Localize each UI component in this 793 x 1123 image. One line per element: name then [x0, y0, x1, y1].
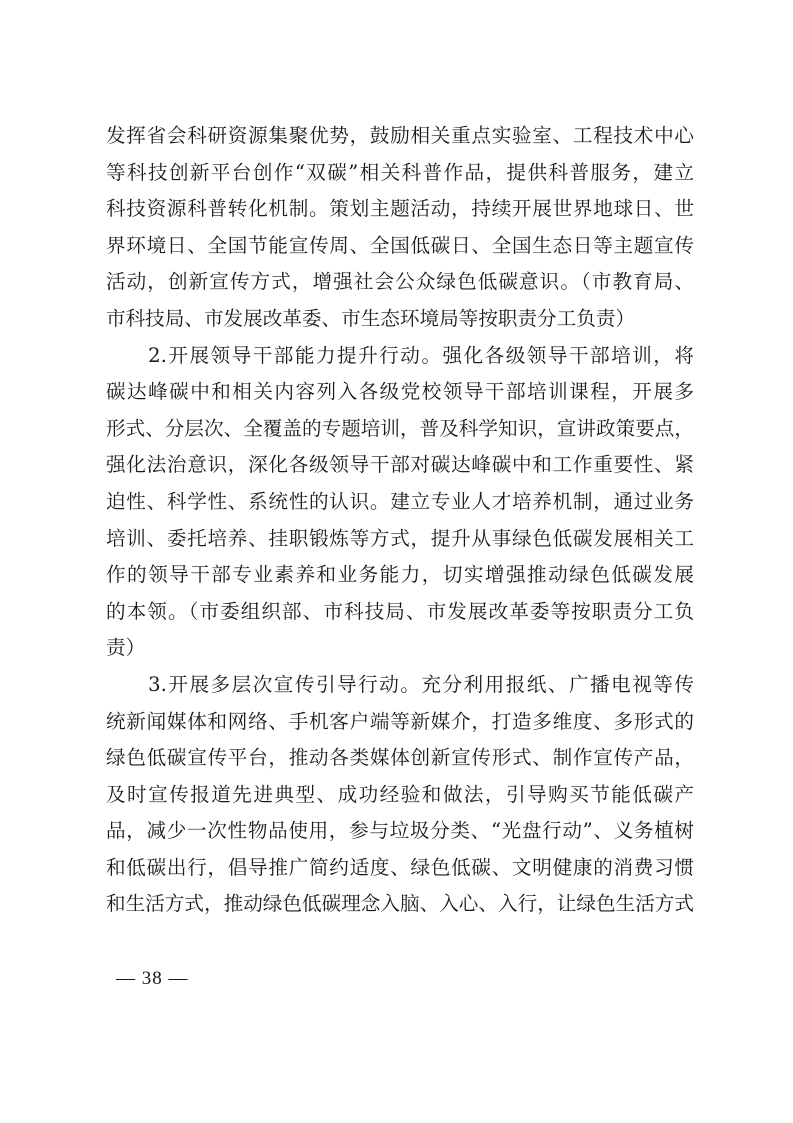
paragraph-heading-line: 2.开展领导干部能力提升行动。强化各级领导干部培训，将	[106, 343, 694, 367]
text-line: 绿色低碳宣传平台，推动各类媒体创新宣传形式、制作宣传产品，	[106, 746, 694, 770]
text-line: 强化法治意识，深化各级领导干部对碳达峰碳中和工作重要性、紧	[106, 453, 694, 477]
text-line: 作的领导干部专业素养和业务能力，切实增强推动绿色低碳发展	[106, 563, 694, 587]
text-line: 市科技局、市发展改革委、市生态环境局等按职责分工负责）	[106, 306, 636, 330]
text-line: 活动，创新宣传方式，增强社会公众绿色低碳意识。（市教育局、	[106, 270, 694, 294]
text-line: 形式、分层次、全覆盖的专题培训，普及科学知识，宣讲政策要点，	[106, 416, 694, 440]
text-line: 责）	[106, 636, 146, 660]
text-line: 和生活方式，推动绿色低碳理念入脑、入心、入行，让绿色生活方式	[106, 892, 694, 916]
text-line: 迫性、科学性、系统性的认识。建立专业人才培养机制，通过业务	[106, 489, 694, 513]
text-line: 培训、委托培养、挂职锻炼等方式，提升从事绿色低碳发展相关工	[106, 526, 694, 550]
document-body	[106, 118, 694, 923]
text-line: 发挥省会科研资源集聚优势，鼓励相关重点实验室、工程技术中心	[106, 124, 694, 147]
text-line: 统新闻媒体和网络、手机客户端等新媒介，打造多维度、多形式的	[106, 709, 694, 733]
text-line: 和低碳出行，倡导推广简约适度、绿色低碳、文明健康的消费习惯	[106, 855, 694, 879]
text-line: 等科技创新平台创作“双碳”相关科普作品，提供科普服务，建立	[106, 160, 694, 184]
paragraph-heading-line: 3.开展多层次宣传引导行动。充分利用报纸、广播电视等传	[106, 672, 694, 696]
text-line: 科技资源科普转化机制。策划主题活动，持续开展世界地球日、世	[106, 197, 694, 221]
text-line: 及时宣传报道先进典型、成功经验和做法，引导购买节能低碳产	[106, 782, 694, 806]
text-line: 界环境日、全国节能宣传周、全国低碳日、全国生态日等主题宣传	[106, 233, 694, 257]
page-number: — 38 —	[116, 968, 189, 989]
text-line: 品，减少一次性物品使用，参与垃圾分类、“光盘行动”、义务植树	[106, 819, 694, 843]
text-line: 碳达峰碳中和相关内容列入各级党校领导干部培训课程，开展多	[106, 380, 694, 404]
text-line: 的本领。（市委组织部、市科技局、市发展改革委等按职责分工负	[106, 599, 694, 623]
